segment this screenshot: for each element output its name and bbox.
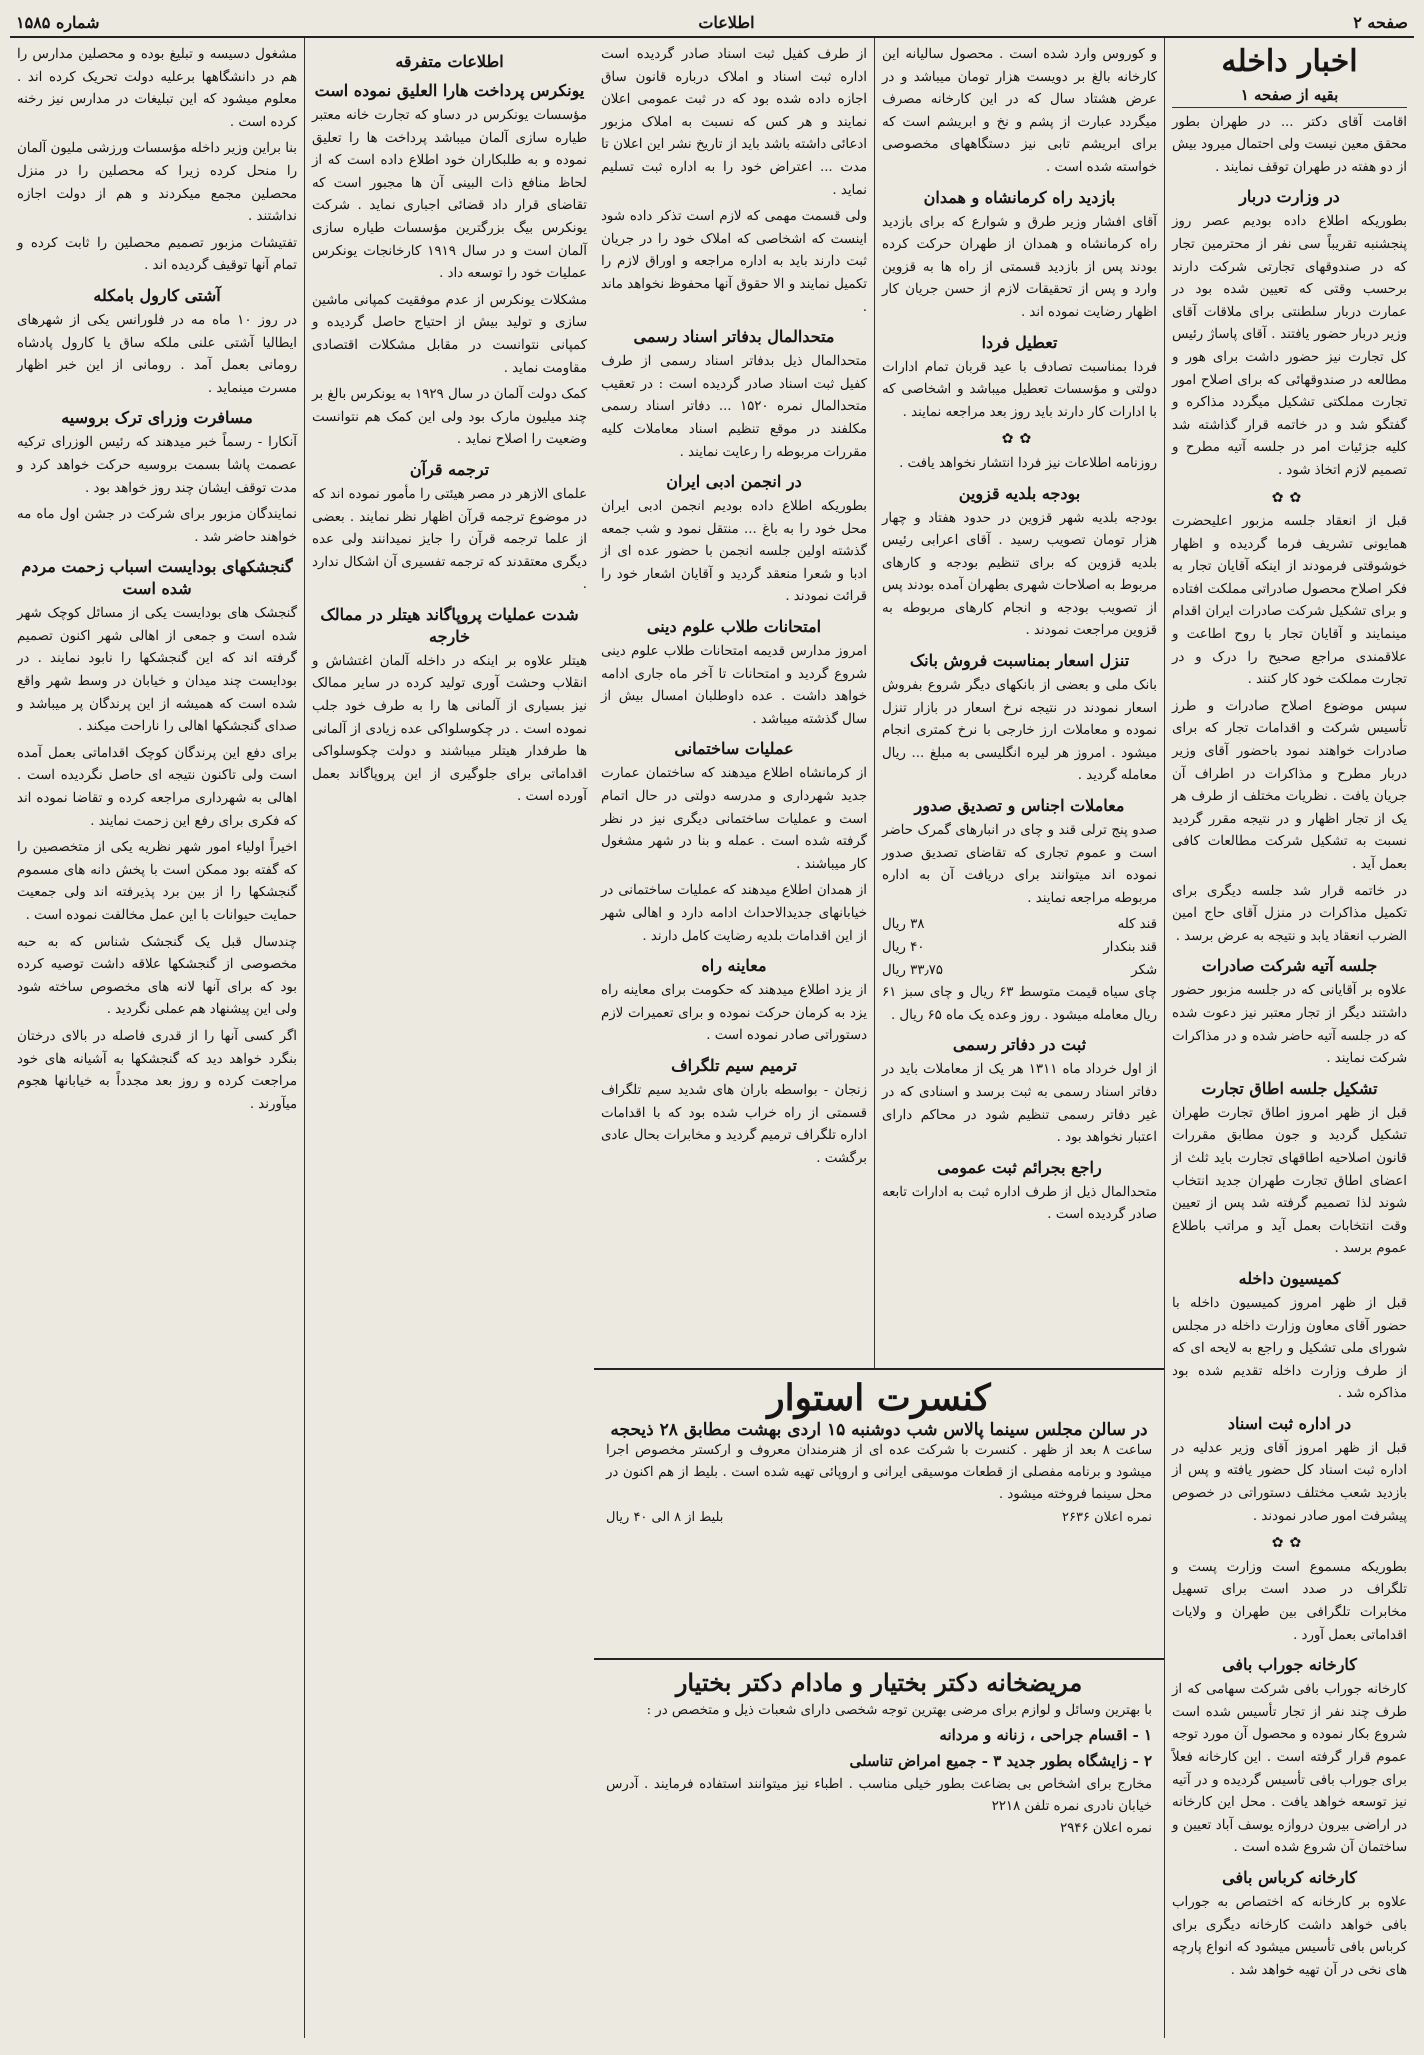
article-gonjeshk2: برای دفع این پرندگان کوچک اقداماتی بعمل آمده است ولی تاکنون نتیجه ای حاصل نگردیده است . اهالی به شهرداری مراجعه کرده و تقاضا نموده اند که فکری برای رفع این زحمت نمایند . [17,745,297,829]
article-prod: سپس موضوع اصلاح صادرات و طرز تأسیس شرکت و اقدامات تجار که برای صادرات خواهند نمود باحضور آقای وزیر دربار مطرح و مذاکرات در اطراف آن جریان یافت . نظریات مختلف از طرف هر یک از تجار اظهار و در نتیجه مقرر گردید نسبت به تشکیل شرکت مطالعات کافی بعمل آید . [1172,698,1407,872]
article-sakhtemani: از کرمانشاه اطلاع میدهند که ساختمان عمارت جدید شهرداری و مدرسه دولتی در حال اتمام است و عملیات ساختمانی دیگری نیز در نظر گرفته شده است . عمله و بنا در شهر مشغول کار میباشند . [601,766,867,872]
article-kafil: از طرف کفیل ثبت اسناد صادر گردیده است اداره ثبت اسناد و املاک درباره قانون ساق اجازه داده شده بود که در ثبت عمومی اعلان نمایند و هر کس که نسبت به املاک مزبور ادعائی داشته باشد باید از تاریخ نشر این اعلان تا مدت ... اعتراض خود را به اداره ثبت تسلیم نماید . [601,47,867,198]
article-yunkers: مؤسسات یونکرس در دساو که تجارت خانه معتبر طیاره سازی آلمان میباشد پرداخت ها را تعلیق نموده و به طلبکاران خود اطلاع داده است که از لحاظ منافع ذات البینی آن ها مجبور است که تقاضای قرار داد قضائی اجباری نماید . شرکت یونکرس بیگ بزرگترین مؤسسات طیاره سازی آلمان است و در سال ۱۹۱۹ کارخانجات یونکرس عملیات خود را توسعه داد . [312,108,587,282]
price-row: قند بنکدار ۴۰ ریال [882,940,1157,955]
headline-tatil: تعطیل فردا [981,332,1058,352]
article-intro: اقامت آقای دکتر ... در طهران بطور محقق معین نیست ولی احتمال میرود بیش از دو هفته در طهران توقف نمایند . [1172,114,1407,175]
clinic-ref: نمره اعلان ۲۹۴۶ [1059,1821,1152,1836]
article-note: روزنامه اطلاعات نیز فردا انتشار نخواهد یافت . [899,455,1157,471]
headline-anjoman: در انجمن ادبی ایران [666,472,802,492]
headline-quran: ترجمه قرآن [409,459,490,479]
newspaper-page [10,8,1414,2039]
center-columns [594,38,1164,1368]
headline-torkiye: مسافرت وزرای ترک بروسیه [61,408,253,428]
article-kormos: و کوروس وارد شده است . محصول سالیانه این کارخانه بالغ بر دویست هزار تومان میباشد و در عرض هشتاد سال که در این کارخانه مصرف میگردد عبارت از پشم و نخ و ابریشم است که برای ابریشم تابی نیز دستگاههای مخصوصی خواسته شده است . [882,47,1157,175]
section-subtitle: بقیه از صفحه ۱ [1172,84,1407,108]
article-yunkers2: مشکلات یونکرس از عدم موفقیت کمپانی ماشین سازی و تولید بیش از احتیاج حاصل گردیده و کمپانی نتوانست در مقابل مشکلات اقتصادی مقاومت نماید . [312,292,587,376]
headline-darbar: در وزارت دربار [1239,187,1340,207]
advertisement-block [594,1368,1164,2038]
article-kermanshah: آقای افشار وزیر طرق و شوارع که برای بازدید راه کرمانشاه و همدان از طهران حرکت کرده بودند پس از بازدید قسمتی از راه ها به قزوین وارد و پس از تحقیقات لازم از حسن جریان کار اظهار رضایت نموده اند . [882,214,1157,320]
clinic-title: مریضخانه دکتر بختیار و مادام دکتر بختیار [675,1668,1083,1697]
column-two [874,38,1164,1368]
article-karval: در روز ۱۰ ماه مه در فلورانس یکی از شهرهای ایطالیا آشتی علنی ملکه ساق یا کارول پادشاه رومانی بعمل آمد . رومانی از این خبر اظهار مسرت مینماید . [17,312,297,396]
article-yunkers3: کمک دولت آلمان در سال ۱۹۲۹ به یونکرس بالغ بر چند میلیون مارک بود ولی این کمک هم نتوانست وضعیت را اصلاح نماید . [312,387,587,448]
headline-karval: آشتی کارول بامکله [93,285,221,305]
headline-jourab: کارخانه جوراب بافی [1222,1655,1357,1675]
article-gonjeshk5: اگر کسی آنها را از قدری فاصله در بالای درختان بنگرد خواهد دید که گنجشکها به آشیانه های خود مراجعت کرده و روز بعد مجدداً به خیابانها هجوم میآورند . [17,1028,297,1112]
column-domestic-news [1164,38,1414,2038]
headline-mottahed: متحدالمال بدفاتر اسناد رسمی [633,327,835,347]
headline-kerbafi: کارخانه کرباس بافی [1222,1867,1357,1887]
article-gonjeshk: گنجشک های بودایست یکی از مسائل کوچک شهر شده است و جمعی از اهالی شهر اکنون تصمیم گرفته اند که این گنجشکها را نابود نمایند . در بودایست چند میدان و خیابان در وسط شهر واقع شده است که همیشه از این پرندگان پر میباشد و صدای گنجشکها اهالی را ناراحت میکند . [17,606,297,735]
article-tafti: تفتیشات مزبور تصمیم محصلین را ثابت کرده و تمام آنها توقیف گردیده اند . [17,235,297,274]
article-qazvin: بودجه بلدیه شهر قزوین در حدود هفتاد و چهار هزار تومان تصویب رسید . آقای اعرابی رئیس بلدیه قزوین که برای تنظیم بودجه و کارهای مربوط به اصلاحات شهری بطهران آمده بودند پس از تصویب بودجه و انجام کارهای مربوطه به قزوین مراجعت نمودند . [882,510,1157,639]
article-telegraf: بطوریکه مسموع است وزارت پست و تلگراف در صدد است برای تسهیل مخابرات تلگرافی بین طهران و ولایات اقداماتی بعمل آورد . [1172,1559,1407,1643]
article-kafil2: ولی قسمت مهمی که لازم است تذکر داده شود اینست که اشخاصی که املاک خود را در جریان ثبت دارند باید به اداره مراجعه و اوراق لازم را تکمیل نمایند و الا حقوق آنها محفوظ نخواهد ماند . [601,209,867,315]
masthead [10,8,1414,38]
clinic-body: با بهترین وسائل و لوازم برای مرضی بهترین توجه شخصی دارای شعبات ذیل و متخصص در : [646,1703,1152,1718]
section-title: اخبار داخله [1221,44,1358,79]
headline-telgraf: ترمیم سیم تلگراف [671,1055,797,1075]
columns [10,38,1414,2038]
headline-gonjeshk: گنجشکهای بودایست اسباب زحمت مردم شده است [21,557,293,599]
article-gonjeshk4: چندسال قبل یک گنجشک شناس که به حبه مخصوصی از گنجشکها علاقه داشت توصیه کرده بود که برای آنها لانه های مخصوص ساخته شود ولی این پیشنهاد هم عملی نگردید . [17,934,297,1018]
article-jourab: کارخانه جوراب بافی شرکت سهامی که از طرف چند نفر از تجار تأسیس شده است شروع بکار نموده و محصول آن مورد توجه عموم قرار گرفته است . این کارخانه فعلاً برای جوراب بافی تأسیس گردیده و در آتیه نیز توسعه خواهد یافت . محل این کارخانه در اراضی بیرون دروازه یوسف آباد تعیین و ساختمان آن شروع شده است . [1172,1682,1407,1856]
price-row: شکر ۳۳٫۷۵ ریال [882,962,1157,978]
article-namayandegan: نمایندگان مزبور برای شرکت در جشن اول ماه مه خواهند حاضر شد . [17,507,297,545]
concert-title: کنسرت استوار [767,1377,991,1419]
ornament-divider: ✿✿ [1001,431,1038,448]
clinic-line2: ۲ - زایشگاه بطور جدید ۳ - جمیع امراض تناسلی [849,1752,1152,1770]
headline-kermanshah: بازدید راه کرمانشاه و همدان [923,187,1116,207]
article-olum: امروز مدارس قدیمه امتحانات طلاب علوم دینی شروع گردید و امتحانات تا آخر ماه جاری ادامه خواهد داشت . عده داوطلبان امسال بیش از سال گذشته میباشد . [601,644,867,727]
article-daftar: از اول خرداد ماه ۱۳۱۱ هر یک از معاملات باید در دفاتر اسناد رسمی به ثبت برسد و اسنادی که در غیر دفاتر رسمی تنظیم شود در محاکم دارای اعتبار نخواهد بود . [882,1062,1157,1146]
article-quran: علمای الازهر در مصر هیئتی را مأمور نموده اند که در موضوع ترجمه قرآن اظهار نظر نمایند . بعضی از علما ترجمه قرآن را جایز نمیدانند ولی عده دیگری معتقدند که ترجمه تفسیری آن اشکال ندارد . [312,486,587,593]
price-row: قند کله ۳۸ ریال [882,917,1157,933]
article-soal: بنا براین وزیر داخله مؤسسات ورزشی ملیون آلمان را منحل کرده زیرا که محصلین را در منزل محصلین مجمع میکردند و هم از دولت اجازه نداشتند . [17,141,297,225]
paper-name: اطلاعات [698,12,755,32]
clinic-body2: مخارج برای اشخاص بی بضاعت بطور خیلی مناسب . اطباء نیز میتوانند استفاده فرمایند . آدرس خیابان نادری نمره تلفن ۲۲۱۸ [606,1777,1152,1814]
article-chay: چای سیاه قیمت متوسط ۶۳ ریال و چای سبز ۶۱ ریال معامله میشود . روز وعده یک ماه ۶۵ ریال . [882,985,1158,1023]
column-five [10,38,304,2038]
headline-komision: کمیسیون داخله [1238,1268,1341,1288]
column-miscellaneous [304,38,594,2038]
article-ajnas: صدو پنج ترلی قند و چای در انبارهای گمرک حاضر است و عموم تجاری که تقاضای تصدیق صدور نموده اند میتوانند برای دریافت آن به اداره مربوطه مراجعه نمایند . [882,823,1157,906]
article-intro: مشغول دسیسه و تبلیغ بوده و محصلین مدارس را هم در دانشگاهها برعلیه دولت تحریک کرده اند . معلوم میشود که این تبلیغات در مدارس نیز رخنه کرده است . [17,47,297,130]
headline-hitler: شدت عملیات پروپاگاند هیتلر در ممالک خارجه [320,604,579,646]
article-otagh: قبل از ظهر امروز اطاق تجارت طهران تشکیل گردید و جون مطابق مقررات قانون اصلاحیه اطاقهای تجارت باید ثلث از اعضای اطاق تجارت طهران جدید انتخاب شوند لذا تصمیم گرفته شد پس از تعیین وقت انتخابات بعمل آید و مراتب باطلاع عموم برسد . [1172,1105,1407,1257]
article-darbar: بطوریکه اطلاع داده بودیم عصر روز پنجشنبه تقریباً سی نفر از محترمین تجار که در صندوقهای تجارتی شرکت دارند برحسب وقتی که تعیین شده بود در عمارت دربار سلطنتی برای ملاقات آقای وزیر دربار حضور یافتند . آقای پاساژ رئیس کل تجارت نیز حضور داشت برای هور و مطالعه در صندوقهائی که برای اصلاح امور تجارت مملکتی تشکیل میگردد مذاکره و گفتگو شد و در خاتمه قرار گذاشته شد کلیه جزئیات امر در جلسه آتیه مطرح و تصمیم لازم اتخاذ شود . [1172,214,1407,478]
clinic-line1: ۱ - اقسام جراحی ، زنانه و مردانه [939,1726,1152,1744]
article-anjoman: بطوریکه اطلاع داده بودیم انجمن ادبی ایران محل خود را به باغ ... منتقل نمود و شب جمعه گذشته اولین جلسه انجمن با حضور عده ای از ادبا و شعرا منعقد گردید و آقایان اشعار خود را قرائت نمودند . [601,499,867,605]
concert-price: بلیط از ۸ الی ۴۰ ریال [606,1510,724,1525]
concert-venue: در سالن مجلس سینما پالاس شب دوشنبه ۱۵ اردی بهشت مطابق ۲۸ ذیحجه [610,1420,1148,1440]
article-sabt: قبل از ظهر امروز آقای وزیر عدلیه در اداره ثبت اسناد کل حضور یافته و پس از بازدید شعب مختلف دستوراتی در خصوص پیشرفت امور صادر نمودند . [1172,1440,1407,1524]
concert-ref: نمره اعلان ۲۶۳۶ [1062,1510,1152,1525]
headline-ajnas: معاملات اجناس و تصدیق صدور [914,796,1125,816]
article-telgraf: زنجان - بواسطه باران های شدید سیم تلگراف قسمتی از راه خراب شده بود که با اقدامات اداره تلگراف ترمیم گردید و مخابرات بحال عادی برگشت . [601,1082,867,1166]
clinic-ad [594,1660,1164,2038]
column-three [594,38,874,1368]
article-bank: بانک ملی و بعضی از بانکهای دیگر شروع بفروش اسعار نمودند در نتیجه نرخ اسعار در بازار تنزل نموده و معاملات ارز خارجی با نرخ کمتری انجام میشود . امروز هر لیره انگلیسی به مبلغ ... ریال معامله گردید . [882,678,1157,784]
headline-motafarreqe: اطلاعات متفرقه [395,52,504,71]
price-list [882,914,1157,982]
article-mardom: متحدالمال ذیل از طرف اداره ثبت به ادارات تابعه صادر گردیده است . [882,1184,1157,1223]
headline-qazvin: بودجه بلدیه قزوین [958,483,1081,503]
concert-ad [594,1370,1164,1660]
center-block [594,38,1164,2038]
article-hitler: هیتلر علاوه بر اینکه در داخله آلمان اغتشاش و انقلاب وحشت آوری تولید کرده در سایر ممالک نیز بسیاری از آلمانی ها را به طرف خود جلب نموده است . در چکوسلواکی عده زیادی از آلمانی ها طرفدار هیتلر میباشند و دولت چکوسلواکی اقداماتی برای جلوگیری از این پروپاگاند بعمل آورده است . [312,653,587,805]
article-hamadan: از همدان اطلاع میدهند که عملیات ساختمانی در خیابانهای جدیدالاحداث ادامه دارد و اهالی شهر از این اقدامات بلدیه رضایت کامل دارند . [601,883,867,944]
headline-daftar: ثبت در دفاتر رسمی [952,1035,1087,1055]
headline-yunkers: یونکرس پرداخت هارا العلیق نموده است [314,81,585,100]
headline-sabt: در اداره ثبت اسناد [1227,1413,1352,1433]
article-sherkat: علاوه بر آقایانی که در جلسه مزبور حضور داشتند دیگر از تجار معتبر نیز دعوت شده که در جلسه آتیه حاضر شده و در مذاکرات شرکت نمایند . [1172,983,1407,1067]
page-number: صفحه ۲ [1353,12,1408,32]
headline-otagh: تشکیل جلسه اطاق تجارت [1201,1078,1378,1098]
article-kerbafi: علاوه بر کارخانه که اختصاص به جوراب بافی خواهد داشت کارخانه دیگری برای کرباس بافی تأسیس میشود که انواع پارچه های نخی در آن تهیه خواهد شد . [1172,1894,1407,1978]
article-after: قبل از انعقاد جلسه مزبور اعلیحضرت همایونی تشریف فرما گردیده و اظهار خوشوقتی فرمودند از اینکه آقایان تجار به فکر اصلاح محصول صادراتی مملکت افتاده و برای تشکیل شرکت صادرات ایران اقدام مینمایند و آقایان تجار با روح اطاعت و علاقمندی مراجع صحیح را درک و در تجارت مملکت خود کار کنند . [1172,514,1407,688]
issue-number: شماره ۱۵۸۵ [16,12,100,32]
article-mottahed: متحدالمال ذیل بدفاتر اسناد رسمی از طرف کفیل ثبت اسناد صادر گردیده است : در تعقیب متحدالمال نمره ۱۵۲۰ ... دفاتر اسناد رسمی مکلفند در موقع تنظیم اسناد معاملات کلیه مقررات مربوطه را رعایت نمایند . [601,354,867,460]
headline-sherkat: جلسه آتیه شرکت صادرات [1201,956,1378,976]
headline-olum: امتحانات طلاب علوم دینی [646,617,822,637]
concert-footer [606,1510,1152,1525]
article-komision: قبل از ظهر امروز کمیسیون داخله با حضور آقای معاون وزارت داخله در مجلس شورای ملی تشکیل و راجع به لایحه ای که از طرف وزارت داخله تقدیم شده بود مذاکره شد . [1172,1295,1407,1402]
ornament-divider: ✿✿ [1271,489,1308,506]
article-moayene: از یزد اطلاع میدهند که حکومت برای معاینه راه یزد به کرمان حرکت نموده و برای تعمیرات لازم دستوراتی صادر نموده است . [601,983,867,1044]
headline-bank: تنزل اسعار بمناسبت فروش بانک [909,651,1130,671]
headline-sakhtemani: عملیات ساختمانی [674,739,794,759]
article-gonjeshk3: اخیراً اولیاء امور شهر نظریه یکی از متخصصین را که گفته بود ممکن است با پخش دانه های مسموم گنجشکها را از بین برد پذیرفته اند ولی جمعیت حمایت حیوانات با این عمل مخالفت نموده است . [17,840,297,923]
headline-moayene: معاینه راه [701,956,767,976]
article-tatil: فردا بمناسبت تصادف با عید قربان تمام ادارات دولتی و مؤسسات تعطیل میباشد و اشخاصی که با ادارات کار دارند باید روز بعد مراجعه نمایند . [882,359,1157,420]
ornament-divider: ✿✿ [1271,1535,1308,1552]
article-torkiye: آنکارا - رسماً خبر میدهند که رئیس الوزرای ترکیه عصمت پاشا بسمت بروسیه حرکت خواهد کرد و مدت توقف ایشان چند روز خواهد بود . [17,435,297,496]
article-close: در خاتمه قرار شد جلسه دیگری برای تکمیل مذاکرات در منزل آقای حاج امین الضرب انعقاد یابد و نتیجه به عرض برسد . [1172,883,1407,944]
concert-body: ساعت ۸ بعد از ظهر . کنسرت با شرکت عده ای از هنرمندان معروف و ارکستر مخصوص اجرا میشود و برنامه مفصلی از قطعات موسیقی ایرانی و اروپائی تهیه شده است . بلیط از هم اکنون در محل سینما فروخته میشود . [606,1443,1152,1502]
headline-mardom: راجع بجرائم ثبت عمومی [937,1157,1102,1177]
